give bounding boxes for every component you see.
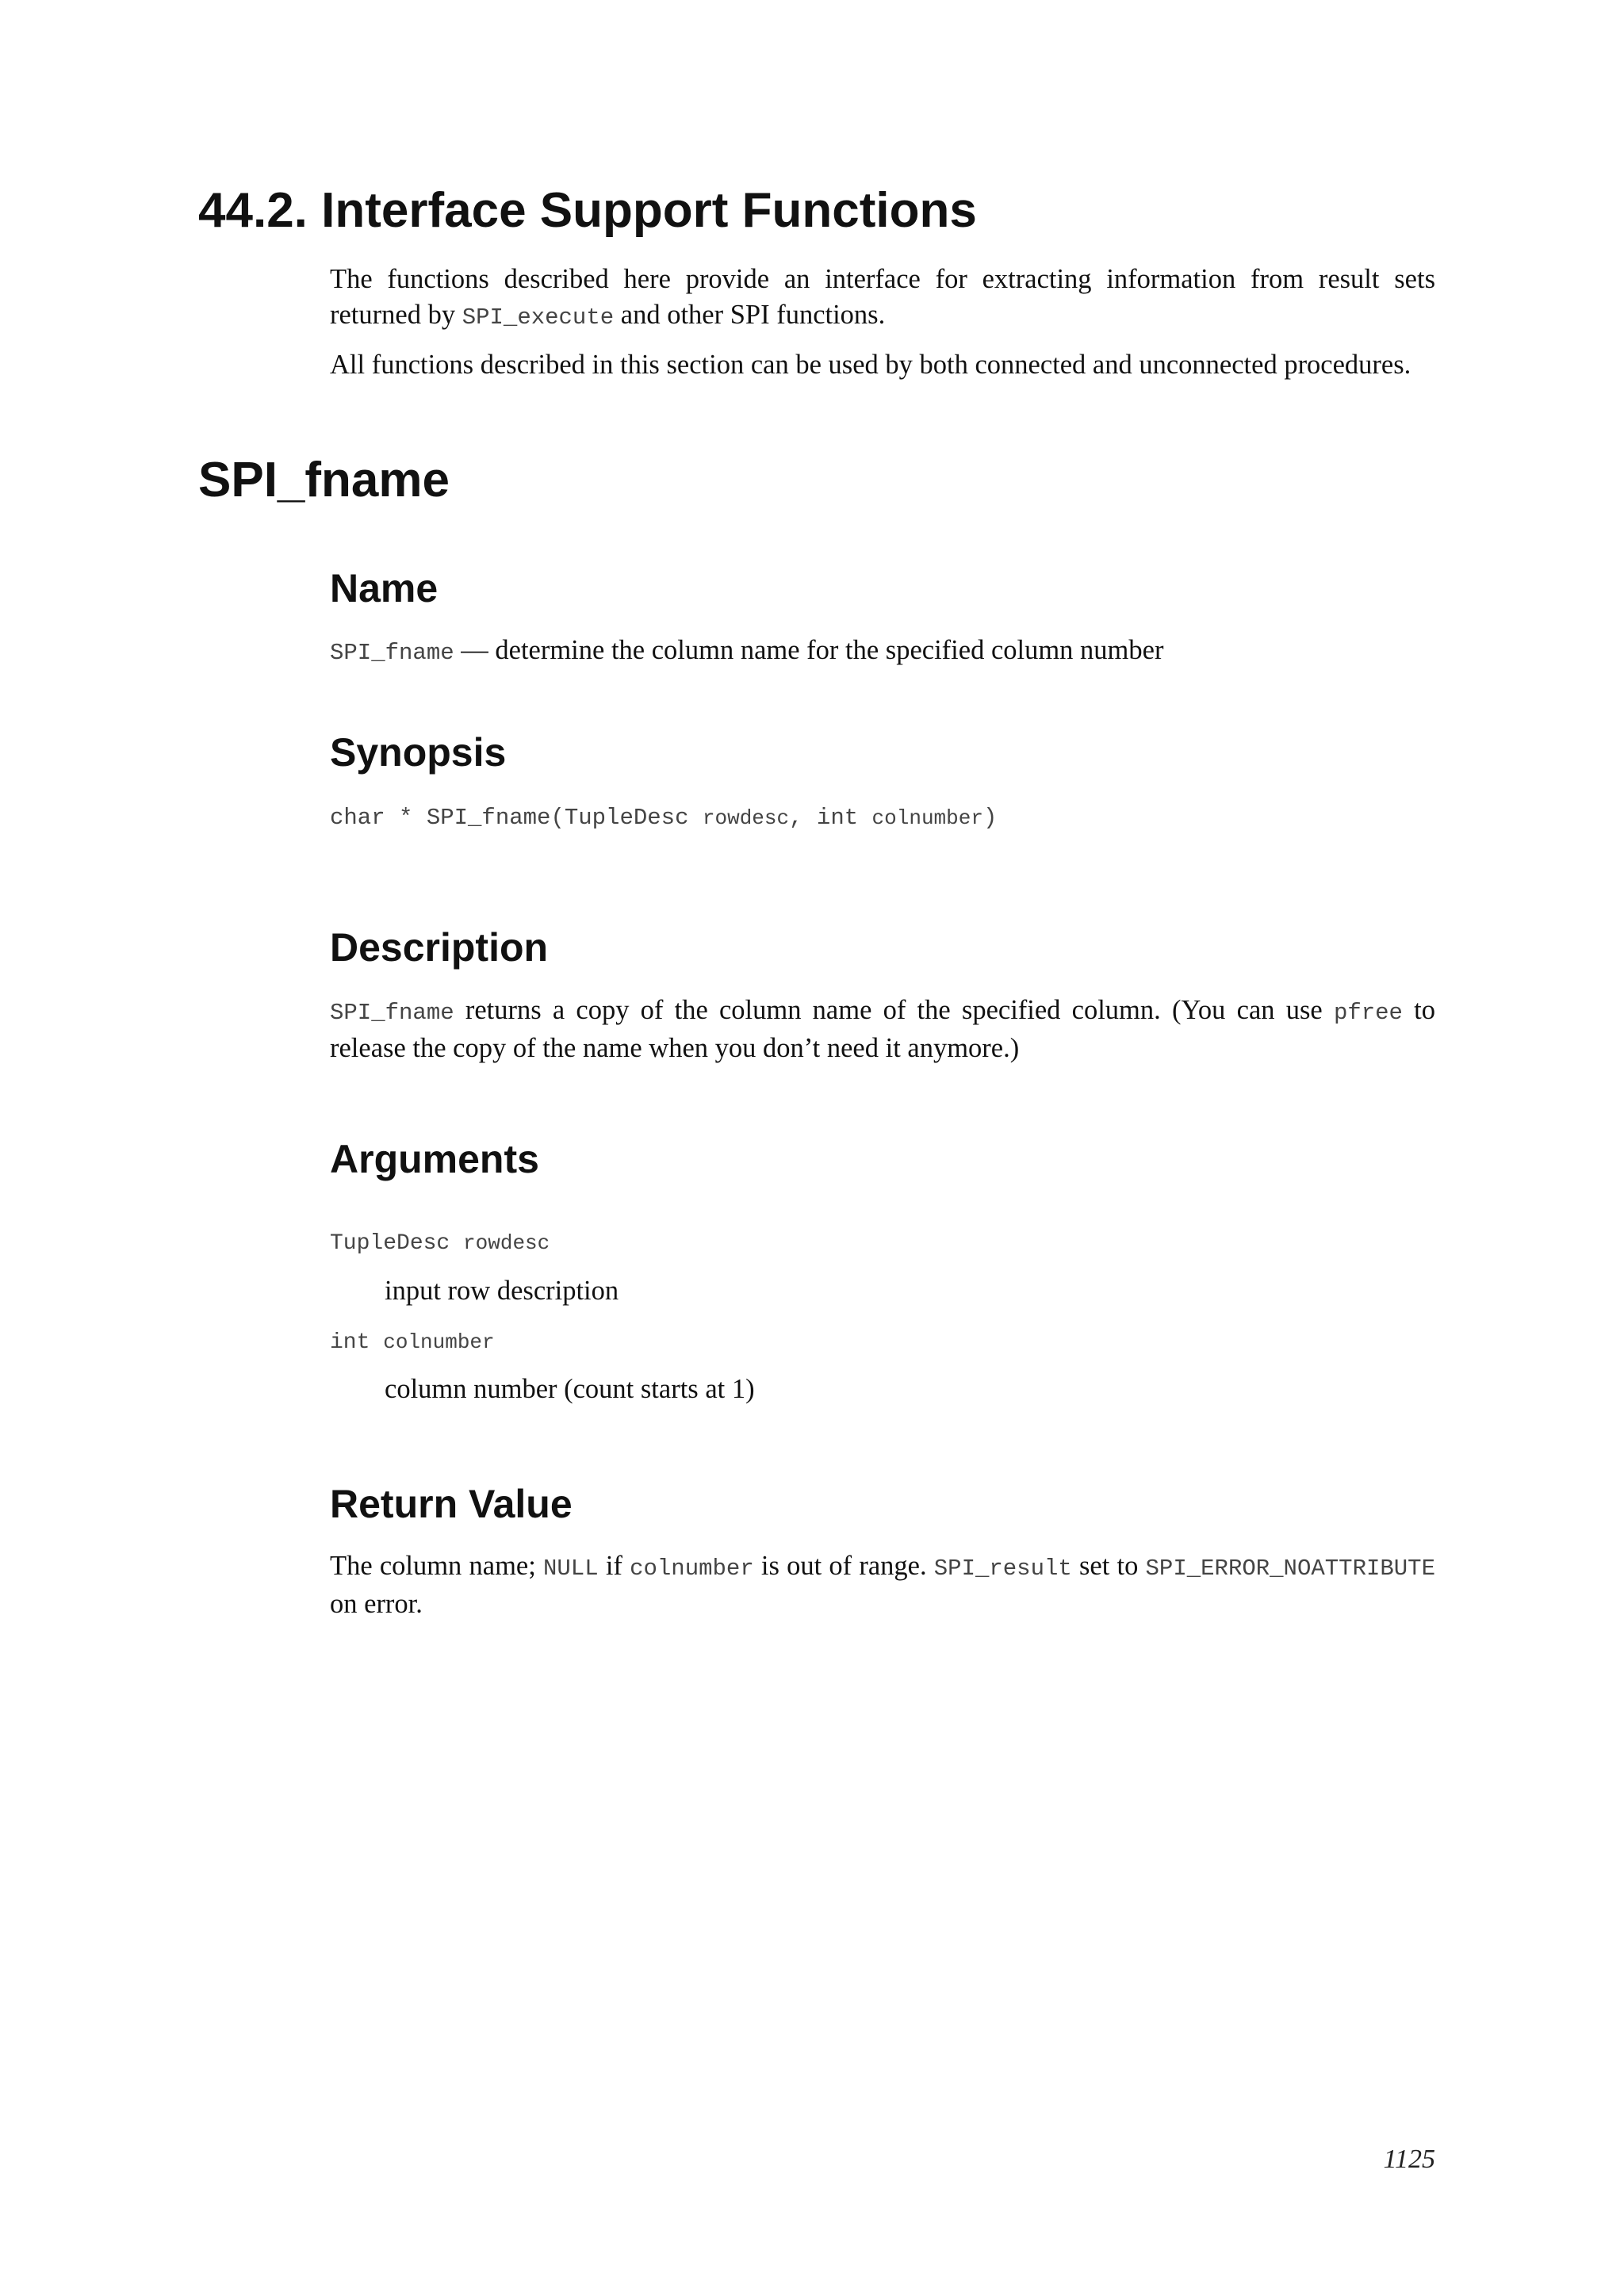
name-heading: Name xyxy=(330,566,439,610)
page-number: 1125 xyxy=(1383,2145,1435,2174)
description-paragraph xyxy=(330,993,1435,1066)
argument-description: input row description xyxy=(385,1276,619,1306)
description-code-fname: SPI_fname xyxy=(330,1000,454,1026)
argument-param: colnumber xyxy=(383,1330,495,1354)
synopsis-middle: , int xyxy=(789,805,872,831)
return-text-4: set to xyxy=(1071,1551,1146,1581)
spi-execute-code: SPI_execute xyxy=(462,304,615,331)
description-heading: Description xyxy=(330,925,549,970)
return-text-2: if xyxy=(598,1551,630,1581)
return-value-paragraph xyxy=(330,1548,1435,1622)
name-purpose: — determine the column name for the specified column number xyxy=(454,635,1164,665)
synopsis-heading: Synopsis xyxy=(330,730,507,775)
return-text-3: is out of range. xyxy=(753,1551,934,1581)
argument-type: int xyxy=(330,1330,384,1355)
synopsis-arg-rowdesc: rowdesc xyxy=(702,806,790,830)
argument-type: TupleDesc xyxy=(330,1231,464,1256)
intro-text-a: The functions described here provide an interface for extracting information from result sets returned by xyxy=(330,264,1435,330)
return-text-5: on error. xyxy=(330,1589,423,1619)
return-code-spi-result: SPI_result xyxy=(933,1556,1072,1582)
synopsis-arg-colnumber: colnumber xyxy=(871,806,983,830)
section-heading: 44.2. Interface Support Functions xyxy=(198,183,977,238)
argument-param: rowdesc xyxy=(463,1231,550,1255)
refentry-title: SPI_fname xyxy=(198,453,450,507)
name-code: SPI_fname xyxy=(330,640,454,666)
name-line xyxy=(330,633,1435,671)
argument-description: column number (count starts at 1) xyxy=(385,1374,755,1404)
argument-term xyxy=(330,1231,550,1256)
description-text-2: to release the copy of the name when you don’t need it anymore.) xyxy=(330,995,1436,1063)
return-code-error: SPI_ERROR_NOATTRIBUTE xyxy=(1145,1556,1435,1582)
description-text-1: returns a copy of the column name of the specified column. (You can use xyxy=(454,995,1334,1025)
intro-paragraph-1 xyxy=(330,262,1435,335)
arguments-heading: Arguments xyxy=(330,1137,539,1181)
description-code-pfree: pfree xyxy=(1333,1000,1403,1026)
synopsis-signature xyxy=(330,805,997,831)
intro-text-b: and other SPI functions. xyxy=(614,300,886,330)
return-code-null: NULL xyxy=(543,1556,599,1582)
intro-paragraph-2: All functions described in this section can be used by both connected and unconnected procedures. xyxy=(330,350,1411,380)
argument-term xyxy=(330,1330,495,1355)
synopsis-suffix: ) xyxy=(982,805,998,831)
return-code-colnumber: colnumber xyxy=(630,1556,754,1582)
synopsis-prefix: char * SPI_fname(TupleDesc xyxy=(330,805,703,831)
return-text-1: The column name; xyxy=(330,1551,543,1581)
return-value-heading: Return Value xyxy=(330,1482,573,1526)
